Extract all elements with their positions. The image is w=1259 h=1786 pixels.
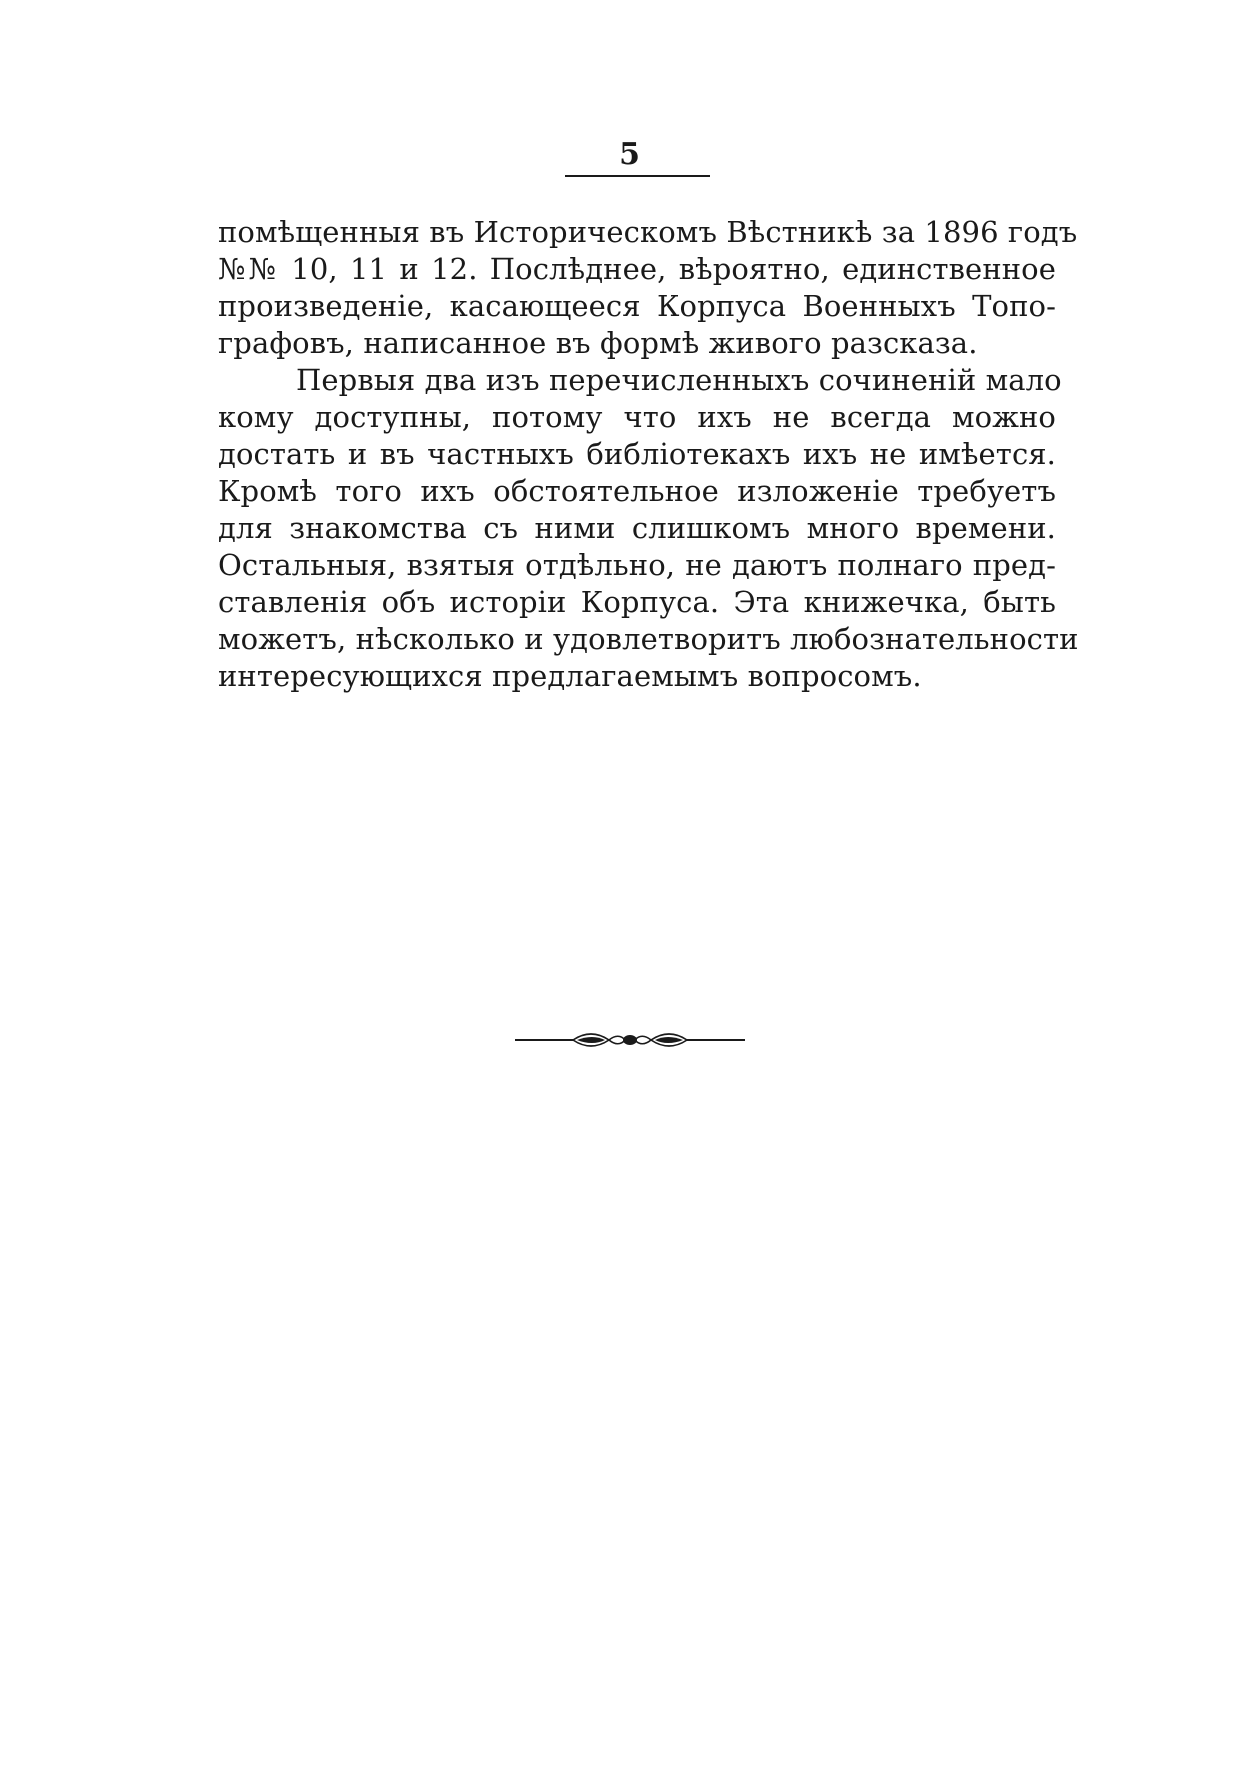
- paragraph: [218, 362, 1079, 695]
- text-line: Первыя два изъ перечисленныхъ сочиненiй мало: [296, 363, 1062, 397]
- text-line: помѣщенныя въ Историческомъ Вѣстникѣ за 1896 годъ: [218, 215, 1078, 249]
- text-line: кому доступны, потому что ихъ не всегда можно: [218, 400, 1056, 434]
- ornamental-divider-icon: [515, 1028, 745, 1052]
- text-line: №№ 10, 11 и 12. Послѣднее, вѣроятно, единственное: [218, 252, 1056, 286]
- text-line: интересующихся предлагаемымъ вопросомъ.: [218, 659, 922, 693]
- text-line: для знакомства съ ними слишкомъ много времени.: [218, 511, 1056, 545]
- header-rule: [565, 175, 710, 177]
- paragraph: [218, 214, 1078, 362]
- text-line: ставленiя объ исторiи Корпуса. Эта книжечка, быть: [218, 585, 1056, 619]
- text-line: Кромѣ того ихъ обстоятельное изложенiе требуетъ: [218, 474, 1056, 508]
- text-line: произведенiе, касающееся Корпуса Военныхъ Топо-: [218, 289, 1056, 323]
- body-text: [218, 214, 1079, 695]
- text-line: Остальныя, взятыя отдѣльно, не даютъ полнаго пред-: [218, 548, 1056, 582]
- text-line: графовъ, написанное въ формѣ живого разсказа.: [218, 326, 978, 360]
- page-number: 5: [619, 137, 640, 172]
- text-line: можетъ, нѣсколько и удовлетворитъ любознательности: [218, 622, 1079, 656]
- text-line: достать и въ частныхъ библiотекахъ ихъ не имѣется.: [218, 437, 1056, 471]
